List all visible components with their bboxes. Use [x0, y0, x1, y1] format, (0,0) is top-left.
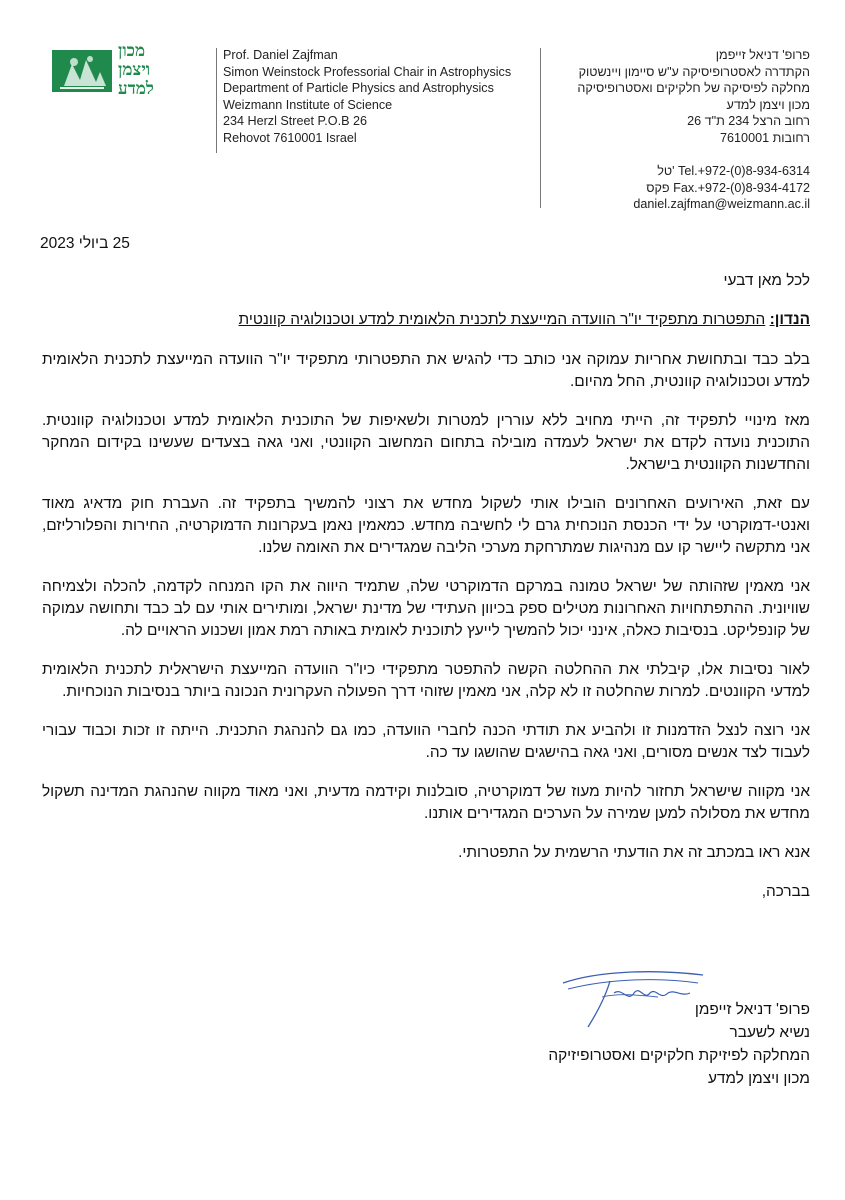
- logo-line: ויצמן: [118, 60, 151, 80]
- institute-logo-text: [118, 42, 216, 99]
- heb-chair: הקתדרה לאסטרופיסיקה ע"ש סיימון ויינשטוק: [578, 64, 810, 79]
- greeting: לכל מאן דבעי: [723, 272, 810, 289]
- eng-department: Department of Particle Physics and Astrophysics: [223, 81, 494, 95]
- contact-email[interactable]: daniel.zajfman@weizmann.ac.il: [633, 197, 810, 211]
- paragraph-6: אני רוצה לנצל הזדמנות זו ולהביע את תודתי הכנה לחברי הוועדה, כמו גם להנהגת התכנית. הייתה זו זכות וכבוד עבורי לעבוד לצד אנשים מסורים, ואני גאה בהישגים שהושגו עד כה.: [42, 722, 810, 761]
- heb-department: מחלקה לפיסיקה של חלקיקים ואסטרופיסיקה: [577, 81, 810, 95]
- subject-line: [42, 309, 810, 331]
- letter-date: 25 ביולי 2023: [40, 235, 130, 252]
- signature-block: [380, 998, 810, 1090]
- sig-institute: מכון ויצמן למדע: [707, 1070, 810, 1087]
- eng-city: Rehovot 7610001 Israel: [223, 130, 357, 145]
- paragraph-7: אני מקווה שישראל תחזור להיות מעוז של דמוקרטיה, סובלנות וקידמה מדעית, ואני מאוד מקווה שהנהגת המדינה תשקול מחדש את מסלולה למען שמירה על הערכים המגדירים אותנו.: [42, 783, 810, 822]
- contact-fax: פקס Fax.+972-(0)8-934-4172: [646, 180, 810, 195]
- contact-tel: טל' Tel.+972-(0)8-934-6314: [657, 164, 810, 178]
- contact-info: [548, 163, 810, 213]
- heb-name: פרופ' דניאל זייפמן: [715, 48, 810, 62]
- heb-institute: מכון ויצמן למדע: [726, 97, 810, 112]
- logo-line: מכון: [118, 41, 146, 61]
- paragraph-2: מאז מינויי לתפקיד זה, הייתי מחויב ללא עוררין למטרות ולשאיפות של התוכנית הלאומית למדע וטכנולוגיה קוונטית. התוכנית נועדה לקדם את ישראל לעמדה מובילה בתחום המחשוב הקוונטי, ואני גאה בצעדים שעשינו בקידום המחקר והחדשנות הקוונטית בישראל.: [42, 412, 810, 473]
- english-letterhead: [223, 47, 533, 146]
- subject-text: התפטרות מתפקיד יו"ר הוועדה המייעצת לתכנית הלאומית למדע וטכנולוגיה קוונטית: [238, 311, 766, 328]
- letter-body: [42, 270, 810, 925]
- eng-chair: Simon Weinstock Professorial Chair in Astrophysics: [223, 64, 512, 79]
- eng-institute: Weizmann Institute of Science: [223, 97, 393, 112]
- sig-department: המחלקה לפיזיקת חלקיקים ואסטרופיזיקה: [548, 1047, 810, 1064]
- subject-label: הנדון:: [769, 311, 810, 328]
- sig-title: נשיא לשעבר: [729, 1024, 810, 1041]
- logo-line: למדע: [118, 79, 154, 99]
- closing: בברכה,: [761, 883, 810, 900]
- eng-street: 234 Herzl Street P.O.B 26: [223, 114, 367, 128]
- tree-icon: [52, 50, 112, 92]
- hebrew-letterhead: [548, 47, 810, 146]
- paragraph-1: בלב כבד ובתחושת אחריות עמוקה אני כותב כדי להגיש את התפטרותי מתפקיד יו"ר הוועדה המייעצת לתכנית הלאומית למדע וטכנולוגיה קוונטית, החל מהיום.: [42, 351, 810, 390]
- paragraph-5: לאור נסיבות אלו, קיבלתי את ההחלטה הקשה להתפטר מתפקידי כיו"ר הוועדה המייעצת הישראלית לתכנית הלאומית למדעי הקוונטים. למרות שהחלטה זו לא קלה, אני מאמין שזוהי דרך הפעולה העקרונית הנכונה ביותר בנסיבות הנוכחיות.: [42, 661, 810, 700]
- heb-city: רחובות 7610001: [720, 130, 810, 145]
- institute-logo-emblem: [52, 50, 112, 92]
- heb-street: רחוב הרצל 234 ת"ד 26: [687, 114, 810, 128]
- paragraph-4: אני מאמין שזהותה של ישראל טמונה במרקם הדמוקרטי שלה, שתמיד היווה את הקו המנחה לקדמה, להכלה ולצמיחה שוויונית. ההתפתחויות האחרונות מטילים ספק בכיוון העתידי של מדינת ישראל, ומותירים אותי עם לב כבד ותחושה עמוקה של קונפליקט. בנסיבות כאלה, אינני יכול להמשיך לייעץ לתוכנית לאומית באותה רמת אמון ושכנוע הראויים לה.: [42, 578, 810, 639]
- header-divider-left: [216, 48, 217, 153]
- eng-name: Prof. Daniel Zajfman: [223, 48, 338, 62]
- sig-name: פרופ' דניאל זייפמן: [694, 1001, 810, 1018]
- paragraph-3: עם זאת, האירועים האחרונים הובילו אותי לשקול מחדש את רצוני להמשיך בתפקיד זה. העברת חוק מדאיג מאוד ואנטי-דמוקרטי על ידי הכנסת הנוכחית גרם לי לחשיבה מחדש. כמאמין נאמן בעקרונות הדמוקרטיה, החירות והפלורליזם, אני מתקשה ליישר קו עם מנהיגות שמתרחקת מערכי הליבה שמגדירים את האומה שלנו.: [42, 495, 810, 556]
- paragraph-8: אנא ראו במכתב זה את הודעתי הרשמית על התפטרותי.: [458, 844, 810, 861]
- header-divider-right: [540, 48, 541, 208]
